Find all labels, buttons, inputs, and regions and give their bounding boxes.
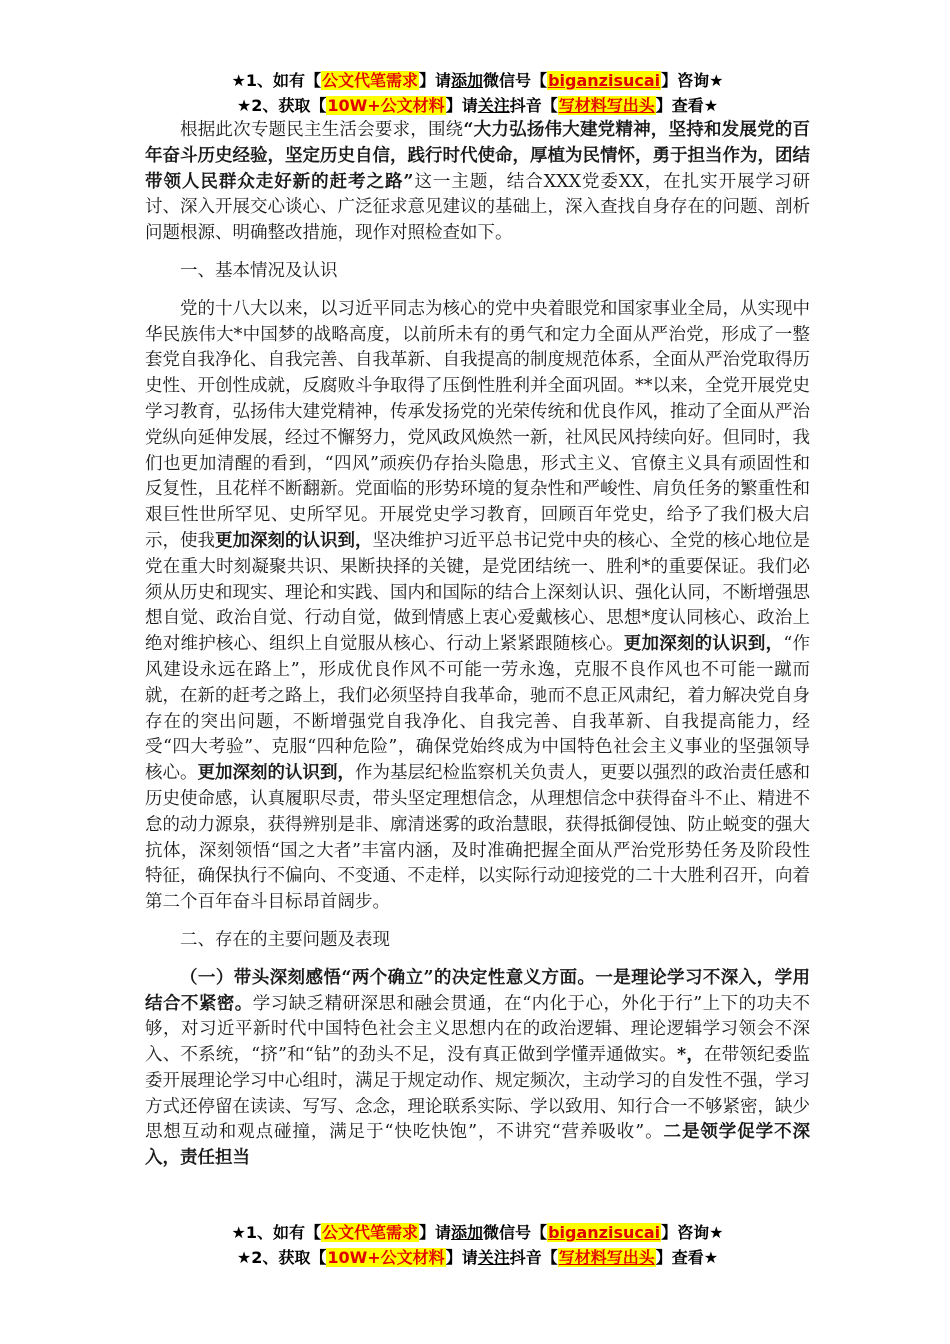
bold-run: 更加深刻的认识到， xyxy=(197,763,355,784)
text-run: 这一主题，结合XXX党委XX，在扎实开展学习研讨、深入开展交心谈心、广泛征求意见建议的基础上，深入查找自身存在的问题、剖析问题根源、明确整改措施，现作对照检查如下。 xyxy=(145,171,810,244)
banner-text: 】请 xyxy=(419,71,452,90)
banner-highlight: 10W+公文材料 xyxy=(327,96,445,115)
promo-banner-2-footer xyxy=(145,1245,810,1270)
bold-run: “大力弘扬伟大建党精神，坚持和发展党的百年奋斗历史经验，坚定历史自信，践行时代使命，厚植为民情怀，勇于担当作为，团结带领人民群众走好新的赶考之路” xyxy=(145,120,810,192)
bold-run: 二是领学促学不深入，责任担当 xyxy=(145,1122,811,1169)
footer-banners xyxy=(145,1220,810,1270)
promo-banner-1-footer xyxy=(145,1220,810,1245)
banner-text: ★1、如有【 xyxy=(231,1223,321,1242)
text-run: 在带领纪委监委开展理论学习中心组时，满足于规定动作、规定频次，主动学习的自发性不强，学习方式还停留在读读、写写、念念，理论联系实际、学以致用、知行合一不够紧密，缺少思想互动和观点碰撞，满足于“快吃快饱”，不讲究“营养吸收”。 xyxy=(145,1045,810,1143)
section1-paragraph xyxy=(145,297,810,916)
promo-banner-2 xyxy=(145,93,810,118)
banner-text: 微信号【 xyxy=(483,71,548,90)
text-run: 党的十八大以来，以习近平同志为核心的党中央着眼党和国家事业全局，从实现中华民族伟大*中国梦的战略高度，以前所未有的勇气和定力全面从严治党，形成了一整套党自我净化、自我完善、自我革新、自我提高的制度规范体系，全面从严治党取得历史性、开创性成就，反腐败斗争取得了压倒性胜利并全面巩固。**以来，全党开展党史学习教育，弘扬伟大建党精神，传承发扬党的光荣传统和优良作风，推动了全面从严治党纵向延伸发展，经过不懈努力，党风政风焕然一新，社风民风持续向好。但同时，我们也更加清醒的看到，“四风”顽疾仍存抬头隐患，形式主义、官僚主义具有顽固性和反复性，且花样不断翻新。党面临的形势环境的复杂性和严峻性、肩负任务的繁重性和艰巨性世所罕见、史所罕见。开展党史学习教育，回顾百年党史，给予了我们极大启示，使我 xyxy=(145,298,810,551)
banner-underlined: 添加 xyxy=(451,71,484,90)
banner-text: 抖音【 xyxy=(509,96,558,115)
bold-run: 更加深刻的认识到， xyxy=(623,634,784,655)
banner-text: 】咨询★ xyxy=(661,1223,724,1242)
banner-highlight: 10W+公文材料 xyxy=(327,1248,445,1267)
banner-text: 】请 xyxy=(445,1248,478,1267)
section1-heading: 一、基本情况及认识 xyxy=(180,260,338,281)
wechat-id-link[interactable]: biganzisucai xyxy=(548,1223,661,1242)
banner-text: ★1、如有【 xyxy=(231,71,321,90)
bold-run: *， xyxy=(676,1045,705,1066)
banner-highlight: 公文代笔需求 xyxy=(322,1223,419,1242)
banner-underlined: 关注 xyxy=(477,1248,510,1267)
bold-run: （一）带头深刻感悟“两个确立”的决定性意义方面。一是理论学习不深入，学用结合不紧密。 xyxy=(145,967,810,1014)
bold-run: 更加深刻的认识到， xyxy=(215,530,373,551)
banner-text: 】查看★ xyxy=(655,1248,719,1267)
banner-text: 】查看★ xyxy=(655,96,719,115)
text-run: 作为基层纪检监察机关负责人，更要以强烈的政治责任感和历史使命感，认真履职尽责，带头坚定理想信念，从理想信念中获得奋斗不止、精进不怠的动力源泉，获得辨别是非、廓清迷雾的政治慧眼，获得抵御侵蚀、防止蜕变的强大抗体，深刻领悟“国之大者”丰富内涵，及时准确把握全面从严治党形势任务及阶段性特征，确保执行不偏向、不变通、不走样，以实际行动迎接党的二十大胜利召开，向着第二个百年奋斗目标昂首阔步。 xyxy=(145,763,810,913)
wechat-id-link[interactable]: biganzisucai xyxy=(548,71,661,90)
section2-heading: 二、存在的主要问题及表现 xyxy=(180,929,390,950)
text-run: 坚决维护习近平总书记党中央的核心、全党的核心地位是党在重大时刻凝聚共识、果断抉择的关键，是党团结统一、胜利*的重要保证。我们必须从历史和现实、理论和实践、国内和国际的结合上深刻认识、强化认同，不断增强思想自觉、政治自觉、行动自觉，做到情感上衷心爱戴核心、思想*度认同核心、政治上绝对维护核心、组织上自觉服从核心、行动上紧紧跟随核心。 xyxy=(145,530,810,655)
banner-text: 抖音【 xyxy=(509,1248,558,1267)
douyin-account-link[interactable]: 写材料写出头 xyxy=(558,96,655,115)
banner-highlight: 公文代笔需求 xyxy=(322,71,419,90)
text-run: “作风建设永远在路上”，形成优良作风不可能一劳永逸，克服不良作风也不可能一蹴而就，在新的赶考之路上，我们必须坚持自我革命，驰而不息正风肃纪，着力解决党自身存在的突出问题，不断增强党自我净化、自我完善、自我革新、自我提高能力，经受“四大考验”、克服“四种危险”，确保党始终成为中国特色社会主义事业的坚强领导核心。 xyxy=(145,634,811,784)
text-run: 学习缺乏精研深思和融会贯通，在“内化于心，外化于行”上下的功夫不够，对习近平新时代中国特色社会主义思想内在的政治逻辑、理论逻辑学习领会不深入、不系统，“挤”和“钻”的劲头不足，没有真正做到学懂弄通做实。 xyxy=(145,993,810,1066)
banner-text: 】咨询★ xyxy=(661,71,724,90)
banner-text: 】请 xyxy=(419,1223,452,1242)
banner-text: ★2、获取【 xyxy=(236,96,327,115)
banner-text: ★2、获取【 xyxy=(236,1248,327,1267)
promo-banner-1 xyxy=(145,68,810,93)
banner-underlined: 添加 xyxy=(451,1223,484,1242)
section2-paragraph xyxy=(145,966,810,1172)
document-page xyxy=(145,68,810,1172)
intro-paragraph xyxy=(145,118,810,247)
banner-text: 】请 xyxy=(445,96,478,115)
douyin-account-link[interactable]: 写材料写出头 xyxy=(558,1248,655,1267)
banner-underlined: 关注 xyxy=(477,96,510,115)
banner-text: 微信号【 xyxy=(483,1223,548,1242)
text-run: 根据此次专题民主生活会要求，围绕 xyxy=(180,120,464,140)
